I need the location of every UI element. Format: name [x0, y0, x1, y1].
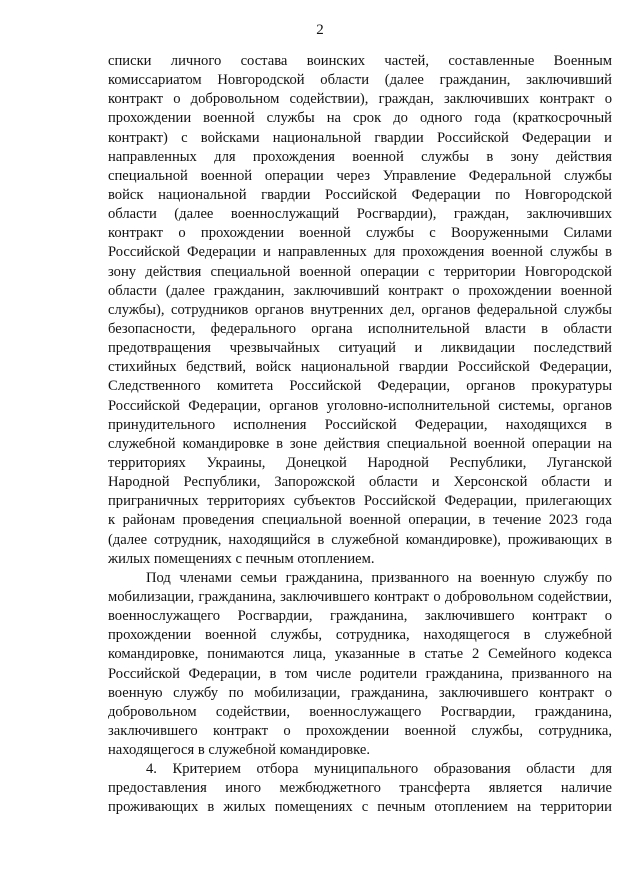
text-line: принудительного исполнения Российской Федерации, находящихся в	[108, 416, 612, 433]
text-line: стихийных бедствий, войск национальной гвардии Российской Федерации,	[108, 359, 612, 376]
text-line: зону действия специальной военной операции с территории Новгородской	[108, 263, 612, 280]
text-line: службы), сотрудников органов внутренних дел, органов федеральной службы	[108, 301, 612, 318]
text-line: жилых помещениях с печным отоплением.	[108, 550, 375, 567]
text-line: к районам проведения специальной военной операции, в течение 2023 года	[108, 512, 612, 529]
paragraph-p3	[108, 760, 612, 817]
text-line: проживающих в жилых помещениях с печным отоплением на территории	[108, 799, 612, 816]
text-line: области (далее гражданин, заключивший контракт о прохождении военной	[108, 282, 612, 299]
document-body	[108, 52, 612, 818]
text-line: прохождении военной службы, сотрудника, находящегося в служебной	[108, 627, 612, 644]
text-line: добровольном содействии, военнослужащего Росгвардии, гражданина,	[108, 703, 612, 720]
text-line: военнослужащего Росгвардии, гражданина, заключившего контракт о	[108, 608, 612, 625]
text-line: списки личного состава воинских частей, составленные Военным	[108, 53, 612, 69]
text-line: области (далее военнослужащий Росгвардии), граждан, заключивших	[108, 206, 612, 223]
text-line: контракт о прохождении военной службы с Вооруженными Силами	[108, 225, 612, 242]
text-line: Российской Федерации, в том числе родители гражданина, призванного на	[108, 665, 612, 682]
text-line: Следственного комитета Российской Федерации, органов прокуратуры	[108, 378, 612, 395]
text-line: направленных для прохождения военной службы в зону действия	[108, 148, 612, 165]
text-line: специальной военной операции через Управление Федеральной службы	[108, 167, 612, 184]
text-line: контракт) с войсками национальной гвардии Российской Федерации и	[108, 129, 612, 146]
text-line: находящегося в служебной командировке.	[108, 742, 371, 759]
text-line: 4. Критерием отбора муниципального образования области для	[146, 761, 612, 778]
text-line: заключившего контракт о прохождении военной службы, сотрудника,	[108, 722, 612, 739]
page-number: 2	[316, 22, 324, 38]
paragraph-p2	[108, 569, 612, 760]
text-line: безопасности, федерального органа исполнительной власти в области	[108, 320, 612, 337]
text-line: военную службу по мобилизации, гражданина, заключившего контракт о	[108, 684, 612, 701]
text-line: Российской Федерации и направленных для прохождения военной службы в	[108, 244, 612, 261]
text-line: Российской Федерации, органов уголовно-исполнительной системы, органов	[108, 397, 612, 414]
text-line: контракт о добровольном содействии), граждан, заключивших контракт о	[108, 91, 612, 108]
text-line: (далее сотрудник, находящийся в служебной командировке), проживающих в	[108, 531, 612, 548]
text-line: Народной Республики, Запорожской области и Херсонской области и	[108, 474, 612, 491]
text-line: комиссариатом Новгородской области (далее гражданин, заключивший	[108, 72, 612, 89]
text-line: служебной командировке в зоне действия специальной военной операции на	[108, 435, 612, 452]
text-line: территориях Украины, Донецкой Народной Республики, Луганской	[108, 454, 612, 471]
text-line: командировке, понимаются лица, указанные в статье 2 Семейного кодекса	[108, 646, 612, 663]
text-line: предоставления иного межбюджетного трансферта является наличие	[108, 780, 612, 797]
text-line: предотвращения чрезвычайных ситуаций и ликвидации последствий	[108, 340, 612, 357]
text-line: Под членами семьи гражданина, призванного на военную службу по	[146, 569, 612, 586]
paragraph-p1	[108, 52, 612, 569]
text-line: приграничных территориях субъектов Российской Федерации, прилегающих	[108, 493, 612, 510]
text-line: войск национальной гвардии Российской Федерации по Новгородской	[108, 186, 612, 203]
text-line: мобилизации, гражданина, заключившего контракт о добровольном содействии,	[108, 588, 612, 605]
text-line: прохождении военной службы на срок до одного года (краткосрочный	[108, 110, 612, 127]
